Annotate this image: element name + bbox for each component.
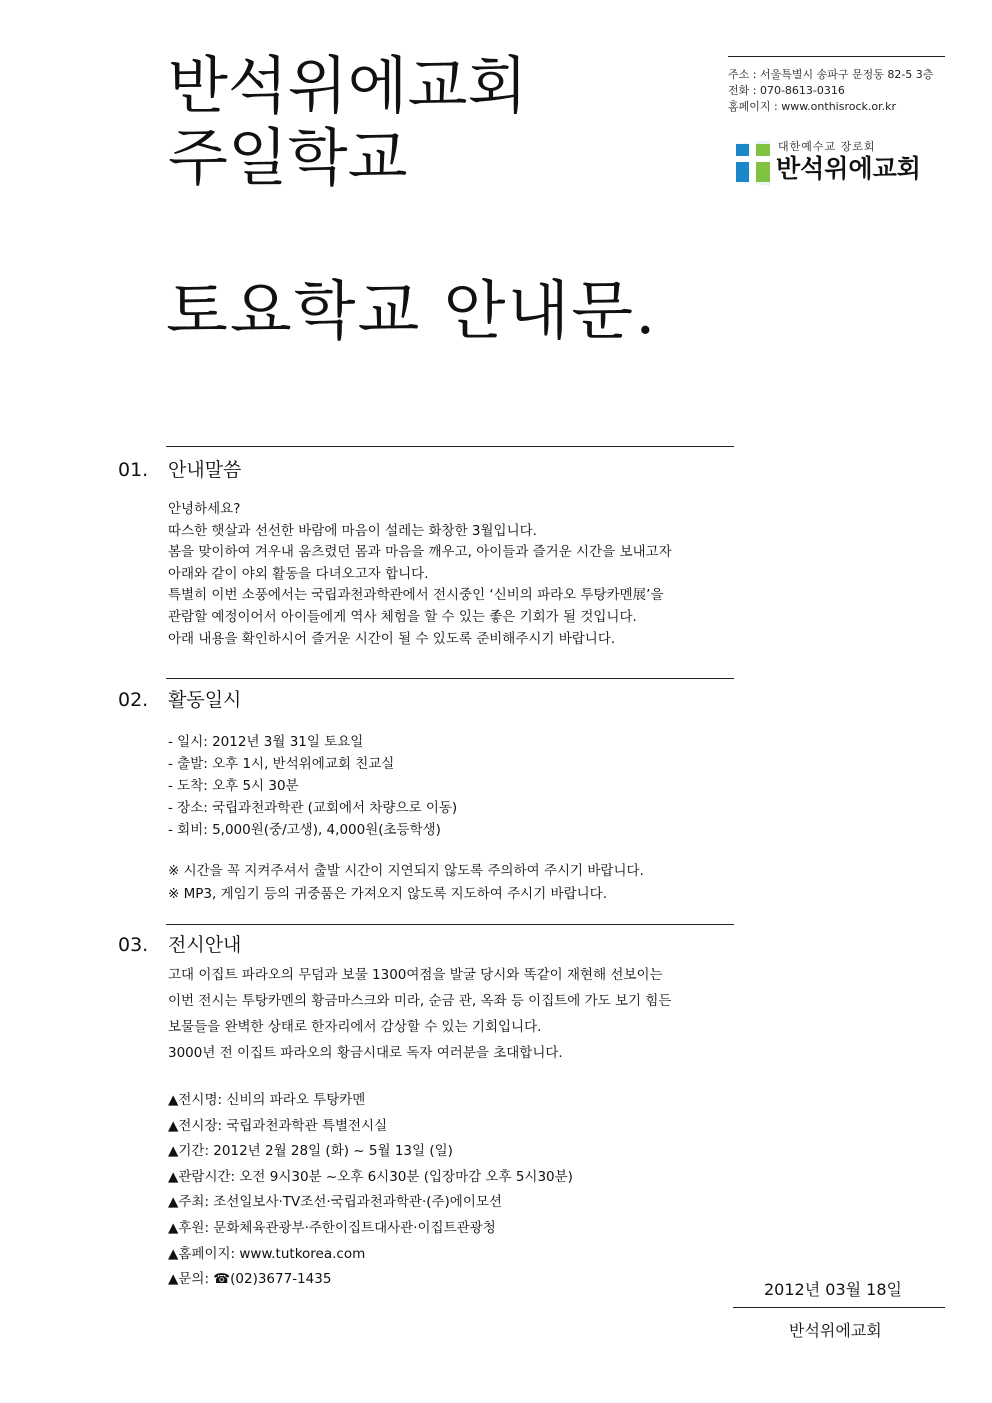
body-line: 아래 내용을 확인하시어 즐거운 시간이 될 수 있도록 준비해주시기 바랍니다. (168, 630, 616, 647)
section-1-heading: 안내말씀 (168, 459, 242, 481)
document-date: 2012년 03월 18일 (764, 1280, 902, 1299)
body-line: 고대 이집트 파라오의 무덤과 보물 1300여점을 발굴 당시와 똑같이 재현해 선보이는 (168, 967, 663, 983)
contact-phone: 전화 : 070-8613-0316 (728, 84, 845, 97)
detail-line: ▲홈페이지: www.tutkorea.com (168, 1245, 366, 1262)
signer-name: 반석위에교회 (789, 1321, 882, 1340)
contact-info (728, 67, 958, 115)
detail-line: ▲주최: 조선일보사·TV조선·국립과천과학관·(주)에이모션 (168, 1194, 502, 1211)
body-line: 관람할 예정이어서 아이들에게 역사 체험을 할 수 있는 좋은 기회가 될 것입니다. (168, 608, 637, 625)
document-title: 토요학교 안내문. (166, 275, 658, 349)
activity-schedule-list (168, 731, 748, 841)
body-line: 봄을 맞이하여 겨우내 움츠렸던 몸과 마음을 깨우고, 아이들과 즐거운 시간을 보내고자 (168, 544, 672, 561)
exhibition-details (168, 1088, 748, 1293)
section-2-heading: 활동일시 (168, 689, 242, 711)
church-school-title (168, 50, 728, 194)
section-1-rule (166, 446, 734, 447)
section-3-rule (166, 924, 734, 925)
activity-notes (168, 860, 748, 906)
body-line: 특별히 이번 소풍에서는 국립과천과학관에서 전시중인 ‘신비의 파라오 투탕카멘展’을 (168, 587, 664, 604)
detail-line: ▲문의: ☎(02)3677-1435 (168, 1271, 332, 1288)
title-line-2: 주일학교 (168, 121, 408, 194)
body-line: 안녕하세요? (168, 501, 241, 517)
signature-rule (733, 1307, 945, 1308)
contact-address: 주소 : 서울특별시 송파구 문정동 82-5 3층 (728, 68, 934, 81)
logo-subtitle: 대한예수교 장로회 (778, 140, 876, 153)
detail-line: ▲전시명: 신비의 파라오 투탕카멘 (168, 1092, 366, 1108)
body-line: 3000년 전 이집트 파라오의 황금시대로 독자 여러분을 초대합니다. (168, 1045, 563, 1061)
detail-line: ▲전시장: 국립과천과학관 특별전시실 (168, 1117, 388, 1134)
header-rule (728, 56, 945, 57)
exhibition-description (168, 962, 748, 1066)
body-line: 따스한 햇살과 선선한 바람에 마음이 설레는 화창한 3월입니다. (168, 522, 537, 539)
note-line: ※ MP3, 게임기 등의 귀중품은 가져오지 않도록 지도하여 주시기 바랍니다. (168, 886, 607, 902)
schedule-item: - 회비: 5,000원(중/고생), 4,000원(초등학생) (168, 822, 441, 838)
schedule-item: - 일시: 2012년 3월 31일 토요일 (168, 734, 364, 750)
logo-church-name: 반석위에교회 (776, 154, 921, 183)
section-2-rule (166, 678, 734, 679)
schedule-item: - 도착: 오후 5시 30분 (168, 778, 299, 794)
body-line: 이번 전시는 투탕카멘의 황금마스크와 미라, 순금 관, 옥좌 등 이집트에 가도 보기 힘든 (168, 993, 672, 1009)
schedule-item: - 출발: 오후 1시, 반석위에교회 친교실 (168, 756, 395, 772)
note-line: ※ 시간을 꼭 지켜주셔서 출발 시간이 지연되지 않도록 주의하여 주시기 바랍니다. (168, 863, 644, 879)
section-3-heading: 전시안내 (168, 934, 242, 956)
schedule-item: - 장소: 국립과천과학관 (교회에서 차량으로 이동) (168, 800, 458, 816)
body-line: 보물들을 완벽한 상태로 한자리에서 감상할 수 있는 기회입니다. (168, 1019, 542, 1035)
section-1-number: 01. (118, 459, 149, 481)
detail-line: ▲후원: 문화체육관광부·주한이집트대사관·이집트관광청 (168, 1219, 496, 1236)
section-1-body (168, 499, 748, 650)
body-line: 아래와 같이 야외 활동을 다녀오고자 합니다. (168, 565, 429, 582)
detail-line: ▲관람시간: 오전 9시30분 ~오후 6시30분 (입장마감 오후 5시30분) (168, 1168, 573, 1185)
cross-logo-icon (734, 140, 772, 186)
title-line-1: 반석위에교회 (168, 49, 528, 122)
detail-line: ▲기간: 2012년 2월 28일 (화) ~ 5월 13일 (일) (168, 1143, 453, 1160)
contact-homepage: 홈페이지 : www.onthisrock.or.kr (728, 100, 897, 113)
section-3-number: 03. (118, 934, 149, 956)
section-2-number: 02. (118, 689, 149, 711)
